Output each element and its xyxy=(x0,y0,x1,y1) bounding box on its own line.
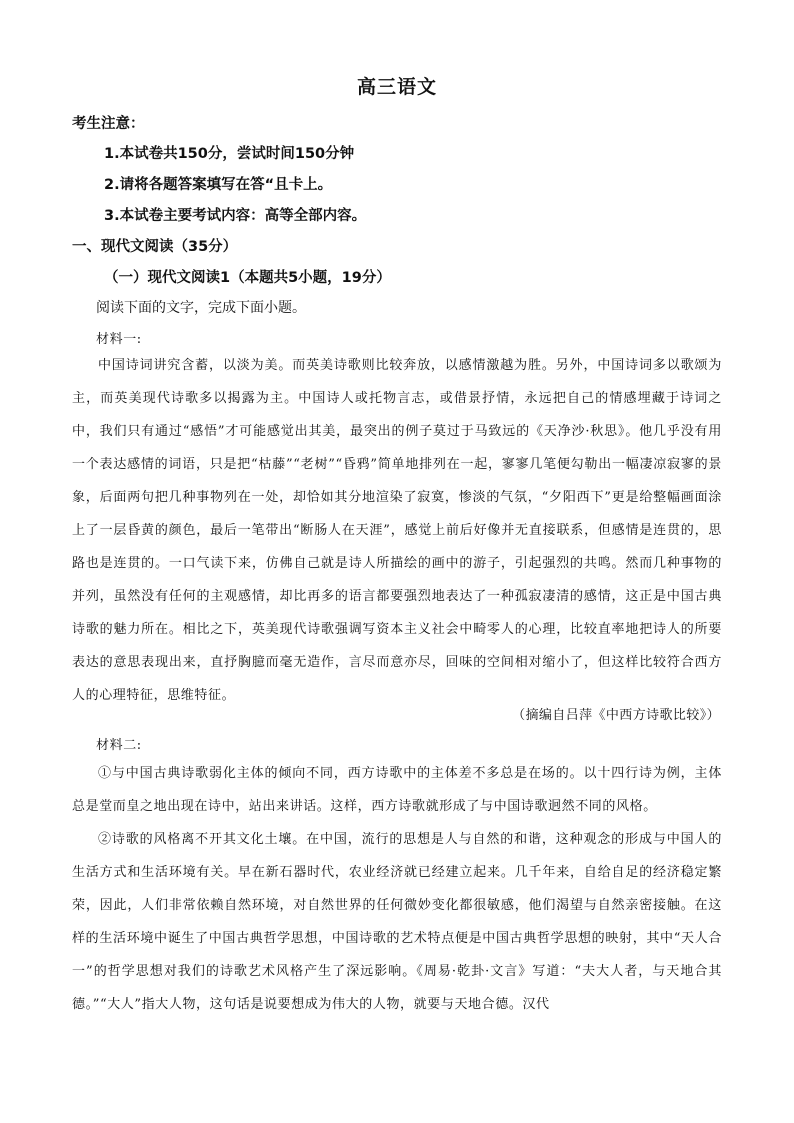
subsection-heading: （一）现代文阅读1（本题共5小题，19分） xyxy=(104,270,391,286)
material-1-label: 材料一: xyxy=(96,332,142,347)
material-2-paragraph-1: ①与中国古典诗歌弱化主体的倾向不同，西方诗歌中的主体差不多总是在场的。以十四行诗为例，主体总是堂而皇之地出现在诗中，站出来讲话。这样，西方诗歌就形成了与中国诗歌迥然不同的风格。 xyxy=(72,766,722,814)
section-heading: 一、现代文阅读（35分） xyxy=(72,239,238,255)
reading-instruction: 阅读下面的文字，完成下面小题。 xyxy=(96,300,306,316)
page-title: 高三语文 xyxy=(356,76,437,98)
notice-heading: 考生注意： xyxy=(72,116,145,132)
material-1-source: （摘编自吕萍《中西方诗歌比较》） xyxy=(512,708,720,723)
notice-item-3: 3.本试卷主要考试内容：高等全部内容。 xyxy=(104,208,367,224)
notice-item-1: 1.本试卷共150分，尝试时间150分钟 xyxy=(104,146,355,162)
material-2-paragraph-2: ②诗歌的风格离不开其文化土壤。在中国，流行的思想是人与自然的和谐，这种观念的形成与中国人的生活方式和生活环境有关。早在新石器时代，农业经济就已经建立起来。几千年来，自给自足的经济稳定繁荣，因此，人们非常依赖自然环境，对自然世界的任何微妙变化都很敏感，他们渴望与自然亲密接触。在这样的生活环境中诞生了中国古典哲学思想，中国诗歌的艺术特点便是中国古典哲学思想的映射，其中“天人合一”的哲学思想对我们的诗歌艺术风格产生了深远影响。《周易·乾卦·文言》写道：“夫大人者，与天地合其德。”“大人”指大人物，这句话是说要想成为伟大的人物，就要与天地合德。汉代 xyxy=(72,832,722,1012)
material-2-label: 材料二: xyxy=(96,738,142,753)
notice-item-2: 2.请将各题答案填写在答“且卡上。 xyxy=(104,177,333,193)
material-1-text: 中国诗词讲究含蓄，以淡为美。而英美诗歌则比较奔放，以感情激越为胜。另外，中国诗词多以歌颂为主，而英美现代诗歌多以揭露为主。中国诗人或托物言志，或借景抒情，永远把自己的情感埋藏于诗词之中，我们只有通过“感悟”才可能感觉出其美，最突出的例子莫过于马致远的《天净沙·秋思》。他几乎没有用一个表达感情的词语，只是把“枯藤”“老树”“昏鸦”简单地排列在一起，寥寥几笔便勾勒出一幅凄凉寂寥的景象，后面两句把几种事物列在一处，却恰如其分地渲染了寂寞，惨淡的气氛，“夕阳西下”更是给整幅画面涂上了一层昏黄的颜色，最后一笔带出“断肠人在天涯”，感觉上前后好像并无直接联系，但感情是连贯的，思路也是连贯的。一口气读下来，仿佛自己就是诗人所描绘的画中的游子，引起强烈的共鸣。然而几种事物的并列，虽然没有任何的主观感情，却比再多的语言都要强烈地表达了一种孤寂凄清的感情，这正是中国古典诗歌的魅力所在。相比之下，英美现代诗歌强调写资本主义社会中畸零人的心理，比较直率地把诗人的所要表达的意思表现出来，直抒胸臆而毫无造作，言尽而意亦尽，回味的空间相对缩小了，但这样比较符合西方人的心理特征，思维特征。 xyxy=(72,358,722,703)
